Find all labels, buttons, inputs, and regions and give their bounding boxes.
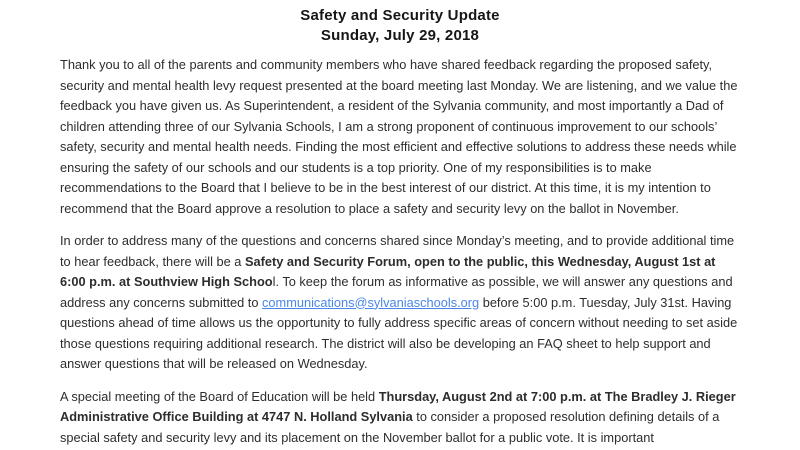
document: [60, 0, 740, 448]
email-link[interactable]: communications@sylvaniaschools.org: [262, 294, 480, 310]
text-segment: l. To keep the forum as informative as possible, we will answer any questions and address any concerns submitted to: [60, 274, 733, 310]
document-header: [60, 6, 740, 46]
text-segment: before 5:00 p.m. Tuesday, July 31st. Having questions ahead of time allows us the opportunity to fully address specific areas of concern without needing to set aside those questions requiring additional research. The district will also be developing an FAQ sheet to help support and answer questions that will be released on Wednesday.: [60, 294, 738, 371]
text-segment: In order to address many of the questions and concerns shared since Monday’s meeting, and to provide additional time to hear feedback, there will be a: [60, 233, 735, 269]
paragraph-board-meeting: [60, 387, 740, 449]
text-segment: Thank you to all of the parents and community members who have shared feedback regarding the proposed safety, security and mental health levy request presented at the board meeting last Monday. We are listening, and we value the feedback you have given us. As Superintendent, a resident of the Sylvania community, and most importantly a Dad of children attending three of our Sylvania Schools, I am a strong proponent of continuous improvement to our schools’ safety, security and mental health needs. Finding the most efficient and effective solutions to address these needs while ensuring the safety of our schools and our students is a top priority. One of my responsibilities is to make recommendations to the Board that I believe to be in the best interest of our district. At this time, it is my intention to recommend that the Board approve a resolution to place a safety and security levy on the ballot in November.: [60, 57, 738, 216]
bold-text-segment: Safety and Security Forum, open to the public, this Wednesday, August 1st at 6:00 p.m. at Southview High Schoo: [60, 253, 716, 289]
document-date: Sunday, July 29, 2018: [320, 27, 480, 44]
paragraph-intro: [60, 55, 740, 219]
document-title: Safety and Security Update: [300, 7, 500, 24]
paragraph-forum: [60, 231, 740, 375]
bold-text-segment: Thursday, August 2nd at 7:00 p.m. at The Bradley J. Rieger Administrative Office Building at 4747 N. Holland Sylvania: [60, 388, 736, 424]
text-segment: A special meeting of the Board of Education will be held: [60, 388, 379, 404]
text-segment: to consider a proposed resolution defining details of a special safety and security levy and its placement on the November ballot for a public vote. It is important: [60, 409, 720, 445]
